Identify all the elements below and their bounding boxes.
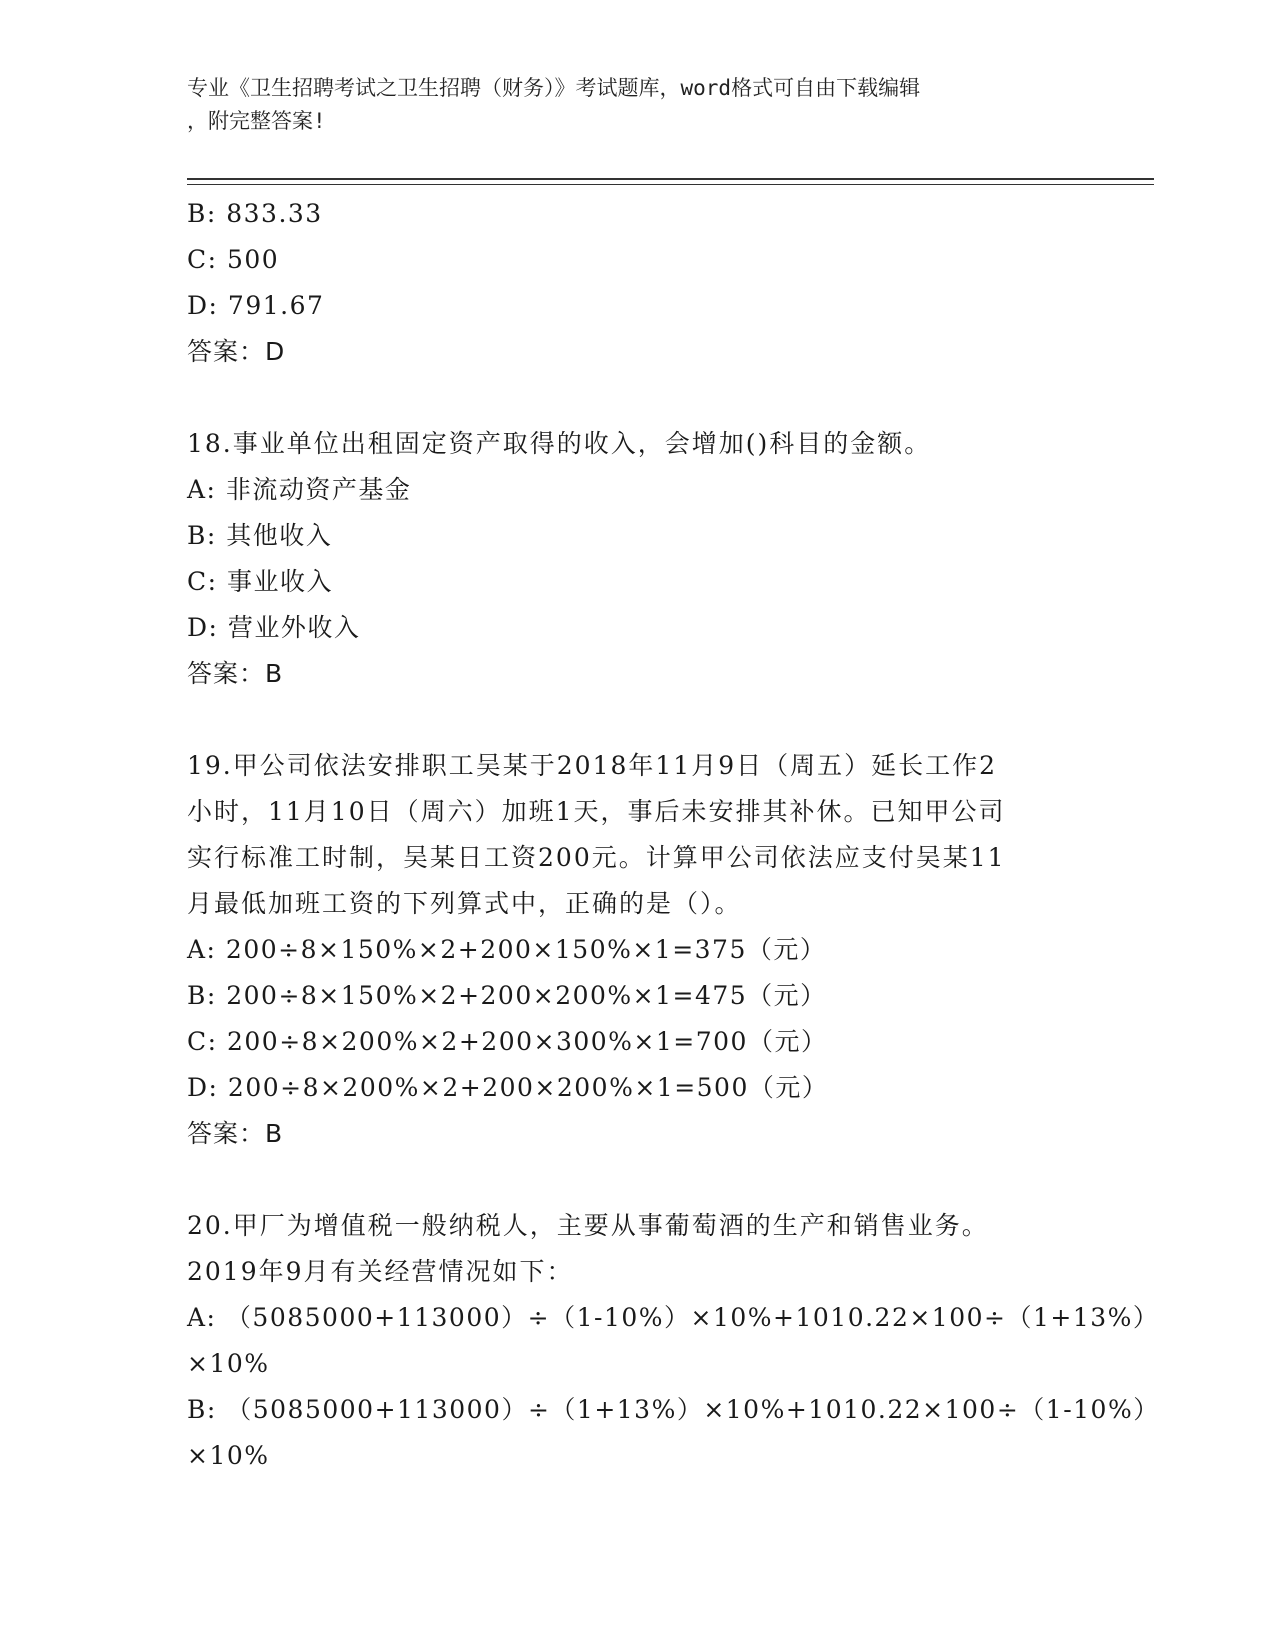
q18-option-a: A: 非流动资产基金 [187,475,412,504]
q19-option-c: C: 200÷8×200%×2+200×300%×1=700（元） [187,1027,828,1056]
q19-question-line-3: 实行标准工时制，吴某日工资200元。计算甲公司依法应支付吴某11 [187,843,1006,872]
header-title-line-1: 专业《卫生招聘考试之卫生招聘（财务）》考试题库，word格式可自由下载编辑 [187,76,921,100]
q20-option-b-line-1: B: （5085000+113000）÷（1+13%）×10%+1010.22×100÷（1-10%） [187,1395,1160,1424]
q17-option-d: D: 791.67 [187,291,325,320]
q20-option-a-line-2: ×10% [187,1349,270,1378]
q18-answer: 答案：B [187,659,284,688]
spacer [187,697,1087,743]
q19-answer: 答案：B [187,1119,284,1148]
document-body [187,191,1160,1479]
q17-answer: 答案：D [187,337,286,366]
header-rule-thick [187,178,1154,180]
q18-option-c: C: 事业收入 [187,567,333,596]
q20-question-line-2: 2019年9月有关经营情况如下： [187,1257,574,1286]
header-rule-thin [187,184,1154,185]
q19-option-b: B: 200÷8×150%×2+200×200%×1=475（元） [187,981,827,1010]
question-20 [187,1203,1160,1479]
question-18 [187,421,1087,697]
q19-question-line-1: 19.甲公司依法安排职工吴某于2018年11月9日（周五）延长工作2 [187,751,998,780]
header-title-line-2: ，附完整答案! [187,109,326,133]
q18-option-d: D: 营业外收入 [187,613,361,642]
q20-question-line-1: 20.甲厂为增值税一般纳税人，主要从事葡萄酒的生产和销售业务。 [187,1211,989,1240]
q17-option-c: C: 500 [187,245,280,274]
document-header [187,72,1087,138]
question-17 [187,191,1087,375]
q18-question: 18.事业单位出租固定资产取得的收入，会增加()科目的金额。 [187,429,932,458]
question-19 [187,743,1087,1157]
q19-option-d: D: 200÷8×200%×2+200×200%×1=500（元） [187,1073,829,1102]
q19-question-line-4: 月最低加班工资的下列算式中，正确的是（）。 [187,889,742,918]
spacer [187,1157,1087,1203]
q19-option-a: A: 200÷8×150%×2+200×150%×1=375（元） [187,935,827,964]
q19-question-line-2: 小时，11月10日（周六）加班1天，事后未安排其补休。已知甲公司 [187,797,1006,826]
spacer [187,375,1087,421]
q17-option-b: B: 833.33 [187,199,323,228]
q18-option-b: B: 其他收入 [187,521,333,550]
q20-option-a-line-1: A: （5085000+113000）÷（1-10%）×10%+1010.22×100÷（1+13%） [187,1303,1160,1332]
q20-option-b-line-2: ×10% [187,1441,270,1470]
